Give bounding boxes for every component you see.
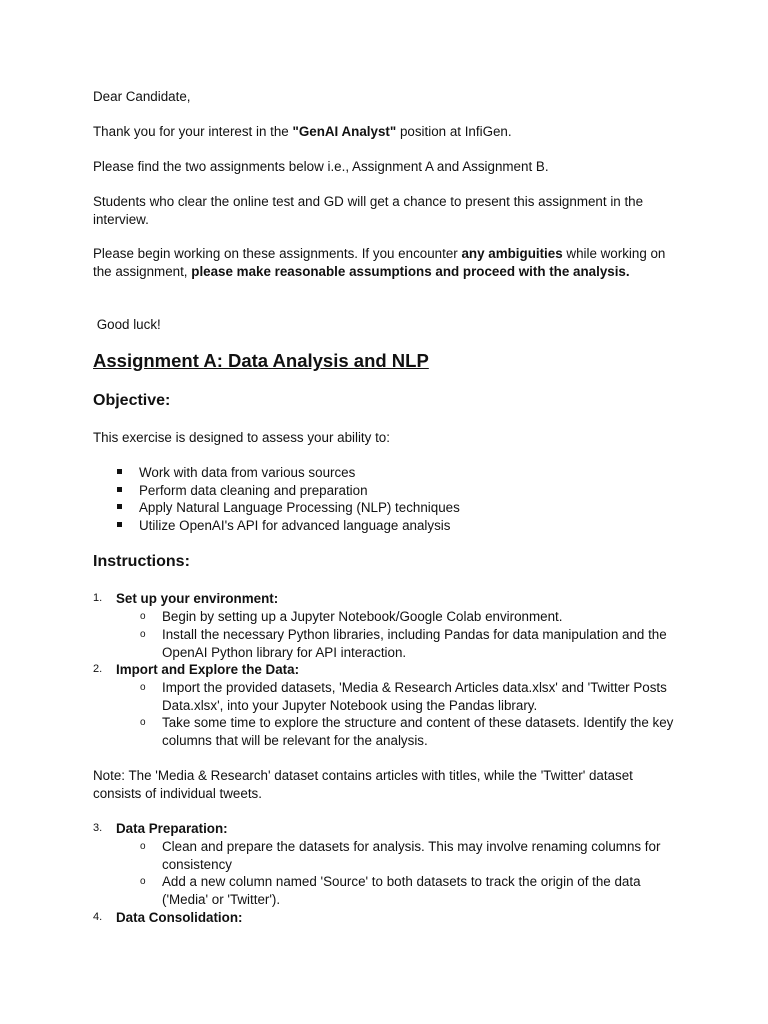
step-title: Import and Explore the Data: <box>116 662 300 677</box>
step-title: Set up your environment: <box>116 591 279 606</box>
sub-item-text: Clean and prepare the datasets for analysis. This may involve renaming columns for consistency <box>162 839 661 872</box>
begin-bold-1: any ambiguities <box>461 246 563 261</box>
role-name: "GenAI Analyst" <box>292 124 397 139</box>
step-number: 3. <box>93 822 103 834</box>
sub-item-text: Add a new column named 'Source' to both datasets to track the origin of the data ('Media' or 'Twitter'). <box>162 874 641 907</box>
find-paragraph: Please find the two assignments below i.e., Assignment A and Assignment B. <box>93 159 549 174</box>
good-luck: Good luck! <box>93 317 161 332</box>
instructions-heading: Instructions: <box>93 553 190 570</box>
list-item-text: Apply Natural Language Processing (NLP) techniques <box>139 500 460 516</box>
list-item-text: Utilize OpenAI's API for advanced language analysis <box>139 517 451 533</box>
begin-bold-2: please make reasonable assumptions and proceed with the analysis. <box>191 263 630 279</box>
intro-paragraph <box>93 123 678 141</box>
note-paragraph: Note: The 'Media & Research' dataset contains articles with titles, while the 'Twitter' dataset consists of individual tweets. <box>93 768 633 801</box>
circle-bullet-icon: o <box>140 611 146 622</box>
intro-text-2: position at InfiGen. <box>396 124 512 139</box>
square-bullet-icon <box>117 469 122 474</box>
step-number: 4. <box>93 911 103 923</box>
list-item <box>93 517 693 535</box>
list-item <box>93 499 693 517</box>
begin-paragraph <box>93 245 678 280</box>
list-item-text: Perform data cleaning and preparation <box>139 482 368 498</box>
intro-text-1: Thank you for your interest in the <box>93 124 293 139</box>
sub-item-text: Begin by setting up a Jupyter Notebook/Google Colab environment. <box>162 609 563 624</box>
objective-text: This exercise is designed to assess your ability to: <box>93 430 390 445</box>
begin-text-2: while working on the assignment, <box>93 246 666 279</box>
sub-item-text: Import the provided datasets, 'Media & Research Articles data.xlsx' and 'Twitter Posts Data.xlsx', into your Jupyter Notebook using the Pandas library. <box>162 680 667 713</box>
objective-list <box>93 464 693 534</box>
step-title: Data Consolidation: <box>116 910 243 925</box>
list-item-text: Work with data from various sources <box>139 465 356 480</box>
step-title: Data Preparation: <box>116 821 228 836</box>
sub-item-text: Install the necessary Python libraries, including Pandas for data manipulation and the OpenAI Python library for API interaction. <box>162 627 667 660</box>
circle-bullet-icon: o <box>140 629 146 640</box>
list-item <box>93 464 693 482</box>
step-number: 1. <box>93 592 103 604</box>
step-number: 2. <box>93 663 103 675</box>
square-bullet-icon <box>117 522 122 527</box>
circle-bullet-icon: o <box>140 876 146 887</box>
circle-bullet-icon: o <box>140 841 146 852</box>
square-bullet-icon <box>117 487 122 492</box>
circle-bullet-icon: o <box>140 682 146 693</box>
square-bullet-icon <box>117 504 122 509</box>
students-paragraph: Students who clear the online test and GD will get a chance to present this assignment in the interview. <box>93 194 644 227</box>
objective-heading: Objective: <box>93 392 171 409</box>
begin-text-1: Please begin working on these assignments. If you encounter <box>93 246 462 261</box>
list-item <box>93 482 693 500</box>
circle-bullet-icon: o <box>140 717 146 728</box>
sub-item-text: Take some time to explore the structure and content of these datasets. Identify the key columns that will be relevant for the analysis. <box>162 715 674 748</box>
greeting: Dear Candidate, <box>93 89 191 104</box>
assignment-title: Assignment A: Data Analysis and NLP <box>93 350 429 371</box>
